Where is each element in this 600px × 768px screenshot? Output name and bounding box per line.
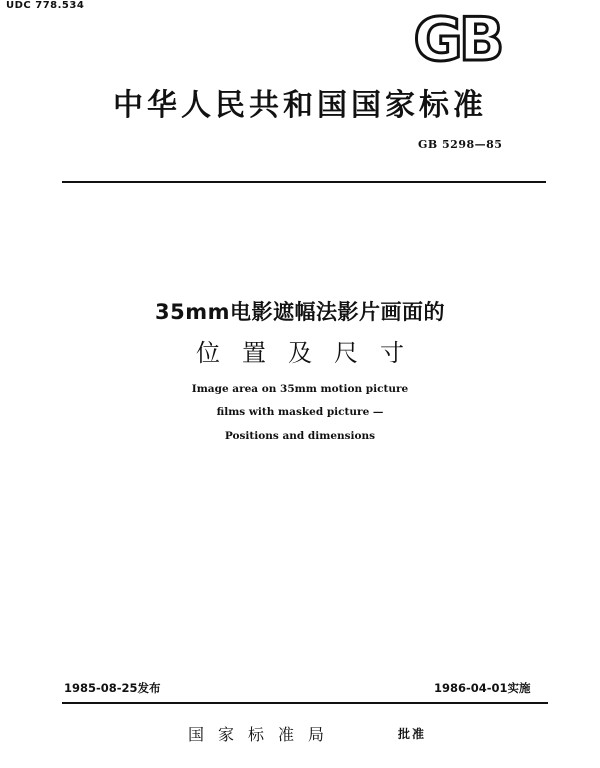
issue-date: 1985-08-25发布 [64,681,161,695]
implementation-date: 1986-04-01实施 [434,681,531,695]
gb-logo [398,10,516,64]
standard-number: GB 5298—85 [418,138,503,151]
gb-logo-text: GB [413,10,501,64]
national-standard-heading: 中华人民共和国国家标准 [113,88,487,123]
top-divider [62,181,546,183]
approval-label: 批准 [398,727,427,741]
english-title-line-1: Image area on 35mm motion picture [191,383,409,395]
issuing-authority: 国家标准局 [188,725,339,744]
english-title-line-2: films with masked picture — [216,406,384,418]
bottom-divider [62,702,548,704]
english-title-line-3: Positions and dimensions [224,430,376,442]
chinese-title-line-2: 位置及尺寸 [196,339,426,367]
udc-code: UDC 778.534 [6,0,85,11]
chinese-title-line-1: 35mm电影遮幅法影片画面的 [155,300,445,324]
